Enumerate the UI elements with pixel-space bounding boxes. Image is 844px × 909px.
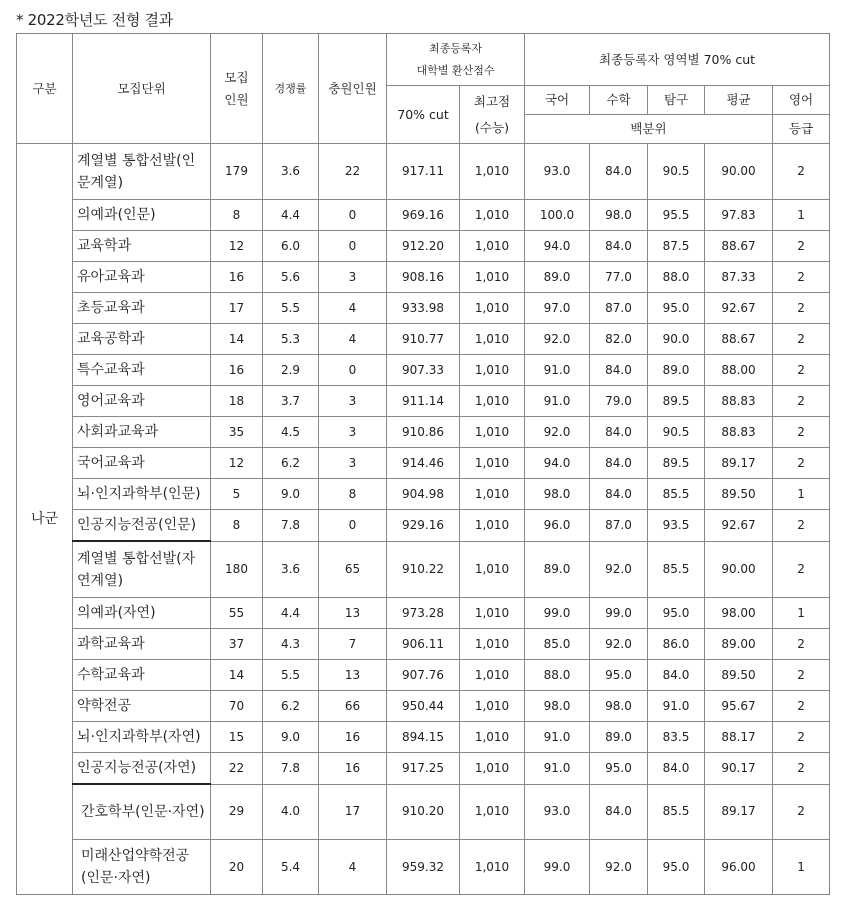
unit-cell: 약학전공 [73, 691, 211, 722]
header-grade: 등급 [773, 115, 830, 144]
quota-cell: 16 [211, 355, 263, 386]
competition-cell: 4.5 [263, 417, 319, 448]
unit-cell: 뇌·인지과학부(인문) [73, 479, 211, 510]
table-row [17, 479, 830, 510]
table-row [17, 200, 830, 231]
header-unit: 모집단위 [73, 34, 211, 144]
average-cell: 87.33 [705, 262, 773, 293]
korean-cell: 91.0 [525, 753, 590, 785]
max-cell: 1,010 [460, 722, 525, 753]
max-cell: 1,010 [460, 144, 525, 200]
math-cell: 92.0 [590, 629, 648, 660]
cut70-cell: 910.22 [387, 541, 460, 598]
competition-cell: 9.0 [263, 722, 319, 753]
additional-cell: 66 [319, 691, 387, 722]
max-cell: 1,010 [460, 386, 525, 417]
cut70-cell: 950.44 [387, 691, 460, 722]
table-row [17, 784, 830, 840]
average-cell: 88.67 [705, 324, 773, 355]
english-cell: 2 [773, 355, 830, 386]
header-max: 최고점 (수능) [460, 86, 525, 144]
competition-cell: 4.4 [263, 200, 319, 231]
unit-cell: 의예과(인문) [73, 200, 211, 231]
korean-cell: 91.0 [525, 355, 590, 386]
cut70-cell: 911.14 [387, 386, 460, 417]
average-cell: 89.50 [705, 479, 773, 510]
header-area-cut: 최종등록자 영역별 70% cut [525, 34, 830, 86]
math-cell: 84.0 [590, 417, 648, 448]
math-cell: 98.0 [590, 200, 648, 231]
max-cell: 1,010 [460, 598, 525, 629]
quota-cell: 14 [211, 324, 263, 355]
unit-cell: 간호학부(인문·자연) [73, 784, 211, 840]
max-cell: 1,010 [460, 753, 525, 785]
math-cell: 77.0 [590, 262, 648, 293]
korean-cell: 92.0 [525, 324, 590, 355]
cut70-cell: 908.16 [387, 262, 460, 293]
math-cell: 87.0 [590, 293, 648, 324]
average-cell: 97.83 [705, 200, 773, 231]
quota-cell: 35 [211, 417, 263, 448]
cut70-cell: 910.77 [387, 324, 460, 355]
additional-cell: 13 [319, 660, 387, 691]
korean-cell: 88.0 [525, 660, 590, 691]
table-row [17, 722, 830, 753]
average-cell: 92.67 [705, 293, 773, 324]
english-cell: 2 [773, 691, 830, 722]
math-cell: 95.0 [590, 660, 648, 691]
inquiry-cell: 95.0 [648, 293, 705, 324]
inquiry-cell: 89.0 [648, 355, 705, 386]
average-cell: 88.67 [705, 231, 773, 262]
english-cell: 2 [773, 324, 830, 355]
unit-cell: 사회과교육과 [73, 417, 211, 448]
quota-cell: 12 [211, 448, 263, 479]
korean-cell: 91.0 [525, 386, 590, 417]
table-row [17, 510, 830, 542]
inquiry-cell: 84.0 [648, 660, 705, 691]
inquiry-cell: 85.5 [648, 541, 705, 598]
table-row [17, 355, 830, 386]
cut70-cell: 894.15 [387, 722, 460, 753]
english-cell: 2 [773, 629, 830, 660]
unit-cell: 과학교육과 [73, 629, 211, 660]
english-cell: 2 [773, 386, 830, 417]
korean-cell: 89.0 [525, 262, 590, 293]
table-row [17, 660, 830, 691]
math-cell: 92.0 [590, 541, 648, 598]
math-cell: 95.0 [590, 753, 648, 785]
additional-cell: 16 [319, 753, 387, 785]
cut70-cell: 929.16 [387, 510, 460, 542]
math-cell: 84.0 [590, 355, 648, 386]
additional-cell: 4 [319, 840, 387, 895]
inquiry-cell: 88.0 [648, 262, 705, 293]
additional-cell: 3 [319, 417, 387, 448]
average-cell: 88.83 [705, 417, 773, 448]
additional-cell: 4 [319, 293, 387, 324]
max-cell: 1,010 [460, 840, 525, 895]
unit-cell: 유아교육과 [73, 262, 211, 293]
unit-cell: 초등교육과 [73, 293, 211, 324]
unit-cell: 의예과(자연) [73, 598, 211, 629]
quota-cell: 29 [211, 784, 263, 840]
quota-cell: 14 [211, 660, 263, 691]
english-cell: 2 [773, 541, 830, 598]
competition-cell: 7.8 [263, 510, 319, 542]
quota-cell: 180 [211, 541, 263, 598]
max-cell: 1,010 [460, 293, 525, 324]
table-row [17, 541, 830, 598]
competition-cell: 5.3 [263, 324, 319, 355]
math-cell: 99.0 [590, 598, 648, 629]
competition-cell: 6.2 [263, 691, 319, 722]
cut70-cell: 910.86 [387, 417, 460, 448]
math-cell: 98.0 [590, 691, 648, 722]
english-cell: 1 [773, 200, 830, 231]
max-cell: 1,010 [460, 448, 525, 479]
competition-cell: 2.9 [263, 355, 319, 386]
max-cell: 1,010 [460, 784, 525, 840]
unit-cell: 계열별 통합선발(자연계열) [73, 541, 211, 598]
math-cell: 92.0 [590, 840, 648, 895]
average-cell: 89.50 [705, 660, 773, 691]
korean-cell: 92.0 [525, 417, 590, 448]
english-cell: 2 [773, 784, 830, 840]
quota-cell: 18 [211, 386, 263, 417]
math-cell: 79.0 [590, 386, 648, 417]
quota-cell: 22 [211, 753, 263, 785]
max-cell: 1,010 [460, 200, 525, 231]
additional-cell: 0 [319, 355, 387, 386]
max-cell: 1,010 [460, 231, 525, 262]
group-label: 나군 [17, 144, 73, 895]
results-body [17, 144, 830, 895]
additional-cell: 0 [319, 231, 387, 262]
competition-cell: 5.6 [263, 262, 319, 293]
cut70-cell: 959.32 [387, 840, 460, 895]
max-cell: 1,010 [460, 262, 525, 293]
unit-cell: 교육공학과 [73, 324, 211, 355]
english-cell: 2 [773, 722, 830, 753]
table-row [17, 231, 830, 262]
korean-cell: 93.0 [525, 144, 590, 200]
quota-cell: 8 [211, 200, 263, 231]
inquiry-cell: 85.5 [648, 479, 705, 510]
additional-cell: 0 [319, 510, 387, 542]
english-cell: 2 [773, 144, 830, 200]
quota-cell: 37 [211, 629, 263, 660]
average-cell: 95.67 [705, 691, 773, 722]
korean-cell: 85.0 [525, 629, 590, 660]
english-cell: 2 [773, 231, 830, 262]
english-cell: 2 [773, 660, 830, 691]
additional-cell: 3 [319, 386, 387, 417]
math-cell: 84.0 [590, 448, 648, 479]
average-cell: 98.00 [705, 598, 773, 629]
additional-cell: 13 [319, 598, 387, 629]
korean-cell: 89.0 [525, 541, 590, 598]
max-cell: 1,010 [460, 660, 525, 691]
korean-cell: 97.0 [525, 293, 590, 324]
inquiry-cell: 91.0 [648, 691, 705, 722]
inquiry-cell: 95.0 [648, 840, 705, 895]
header-korean: 국어 [525, 86, 590, 115]
competition-cell: 7.8 [263, 753, 319, 785]
inquiry-cell: 93.5 [648, 510, 705, 542]
additional-cell: 16 [319, 722, 387, 753]
average-cell: 90.00 [705, 541, 773, 598]
table-row [17, 448, 830, 479]
unit-cell: 국어교육과 [73, 448, 211, 479]
english-cell: 2 [773, 262, 830, 293]
unit-cell: 미래산업약학전공(인문·자연) [73, 840, 211, 895]
average-cell: 90.00 [705, 144, 773, 200]
unit-cell: 특수교육과 [73, 355, 211, 386]
competition-cell: 6.0 [263, 231, 319, 262]
inquiry-cell: 90.5 [648, 144, 705, 200]
table-row [17, 691, 830, 722]
max-cell: 1,010 [460, 479, 525, 510]
additional-cell: 65 [319, 541, 387, 598]
competition-cell: 4.3 [263, 629, 319, 660]
english-cell: 2 [773, 448, 830, 479]
korean-cell: 99.0 [525, 840, 590, 895]
korean-cell: 91.0 [525, 722, 590, 753]
average-cell: 92.67 [705, 510, 773, 542]
english-cell: 2 [773, 293, 830, 324]
english-cell: 2 [773, 753, 830, 785]
competition-cell: 9.0 [263, 479, 319, 510]
max-cell: 1,010 [460, 691, 525, 722]
cut70-cell: 904.98 [387, 479, 460, 510]
table-row [17, 840, 830, 895]
table-row [17, 293, 830, 324]
competition-cell: 4.0 [263, 784, 319, 840]
quota-cell: 16 [211, 262, 263, 293]
table-row [17, 417, 830, 448]
competition-cell: 6.2 [263, 448, 319, 479]
math-cell: 84.0 [590, 479, 648, 510]
additional-cell: 8 [319, 479, 387, 510]
max-cell: 1,010 [460, 541, 525, 598]
cut70-cell: 917.11 [387, 144, 460, 200]
quota-cell: 12 [211, 231, 263, 262]
additional-cell: 0 [319, 200, 387, 231]
header-conversion-score: 최종등록자 대학별 환산점수 [387, 34, 525, 86]
math-cell: 84.0 [590, 784, 648, 840]
header-average: 평균 [705, 86, 773, 115]
inquiry-cell: 87.5 [648, 231, 705, 262]
average-cell: 96.00 [705, 840, 773, 895]
average-cell: 90.17 [705, 753, 773, 785]
average-cell: 89.00 [705, 629, 773, 660]
table-row [17, 598, 830, 629]
header-additional: 충원인원 [319, 34, 387, 144]
inquiry-cell: 95.5 [648, 200, 705, 231]
average-cell: 88.17 [705, 722, 773, 753]
competition-cell: 5.5 [263, 293, 319, 324]
cut70-cell: 906.11 [387, 629, 460, 660]
header-quota: 모집 인원 [211, 34, 263, 144]
cut70-cell: 910.20 [387, 784, 460, 840]
competition-cell: 3.7 [263, 386, 319, 417]
table-row [17, 144, 830, 200]
korean-cell: 98.0 [525, 691, 590, 722]
average-cell: 89.17 [705, 784, 773, 840]
inquiry-cell: 84.0 [648, 753, 705, 785]
max-cell: 1,010 [460, 417, 525, 448]
average-cell: 88.00 [705, 355, 773, 386]
quota-cell: 17 [211, 293, 263, 324]
math-cell: 82.0 [590, 324, 648, 355]
quota-cell: 70 [211, 691, 263, 722]
english-cell: 2 [773, 417, 830, 448]
header-percentile: 백분위 [525, 115, 773, 144]
korean-cell: 99.0 [525, 598, 590, 629]
table-row [17, 324, 830, 355]
admission-results-table [16, 33, 830, 895]
cut70-cell: 907.76 [387, 660, 460, 691]
cut70-cell: 917.25 [387, 753, 460, 785]
competition-cell: 5.5 [263, 660, 319, 691]
header-category: 구분 [17, 34, 73, 144]
inquiry-cell: 95.0 [648, 598, 705, 629]
cut70-cell: 969.16 [387, 200, 460, 231]
cut70-cell: 912.20 [387, 231, 460, 262]
math-cell: 89.0 [590, 722, 648, 753]
math-cell: 84.0 [590, 231, 648, 262]
additional-cell: 22 [319, 144, 387, 200]
additional-cell: 4 [319, 324, 387, 355]
quota-cell: 55 [211, 598, 263, 629]
inquiry-cell: 85.5 [648, 784, 705, 840]
math-cell: 84.0 [590, 144, 648, 200]
additional-cell: 17 [319, 784, 387, 840]
korean-cell: 94.0 [525, 448, 590, 479]
cut70-cell: 933.98 [387, 293, 460, 324]
unit-cell: 영어교육과 [73, 386, 211, 417]
inquiry-cell: 86.0 [648, 629, 705, 660]
average-cell: 89.17 [705, 448, 773, 479]
english-cell: 1 [773, 479, 830, 510]
competition-cell: 3.6 [263, 541, 319, 598]
korean-cell: 94.0 [525, 231, 590, 262]
inquiry-cell: 90.0 [648, 324, 705, 355]
cut70-cell: 907.33 [387, 355, 460, 386]
header-english: 영어 [773, 86, 830, 115]
max-cell: 1,010 [460, 510, 525, 542]
page-title: * 2022학년도 전형 결과 [16, 11, 173, 29]
header-math: 수학 [590, 86, 648, 115]
quota-cell: 5 [211, 479, 263, 510]
competition-cell: 4.4 [263, 598, 319, 629]
unit-cell: 계열별 통합선발(인문계열) [73, 144, 211, 200]
additional-cell: 3 [319, 262, 387, 293]
math-cell: 87.0 [590, 510, 648, 542]
competition-cell: 3.6 [263, 144, 319, 200]
max-cell: 1,010 [460, 355, 525, 386]
table-row [17, 386, 830, 417]
max-cell: 1,010 [460, 324, 525, 355]
inquiry-cell: 89.5 [648, 448, 705, 479]
header-inquiry: 탐구 [648, 86, 705, 115]
unit-cell: 수학교육과 [73, 660, 211, 691]
header-competition: 경쟁률 [263, 34, 319, 144]
quota-cell: 15 [211, 722, 263, 753]
additional-cell: 3 [319, 448, 387, 479]
english-cell: 2 [773, 510, 830, 542]
header-cut70: 70% cut [387, 86, 460, 144]
korean-cell: 93.0 [525, 784, 590, 840]
english-cell: 1 [773, 598, 830, 629]
max-cell: 1,010 [460, 629, 525, 660]
cut70-cell: 914.46 [387, 448, 460, 479]
unit-cell: 인공지능전공(인문) [73, 510, 211, 542]
inquiry-cell: 90.5 [648, 417, 705, 448]
unit-cell: 인공지능전공(자연) [73, 753, 211, 785]
korean-cell: 100.0 [525, 200, 590, 231]
quota-cell: 20 [211, 840, 263, 895]
quota-cell: 179 [211, 144, 263, 200]
cut70-cell: 973.28 [387, 598, 460, 629]
competition-cell: 5.4 [263, 840, 319, 895]
table-row [17, 629, 830, 660]
korean-cell: 96.0 [525, 510, 590, 542]
unit-cell: 교육학과 [73, 231, 211, 262]
unit-cell: 뇌·인지과학부(자연) [73, 722, 211, 753]
inquiry-cell: 83.5 [648, 722, 705, 753]
average-cell: 88.83 [705, 386, 773, 417]
english-cell: 1 [773, 840, 830, 895]
table-row [17, 262, 830, 293]
quota-cell: 8 [211, 510, 263, 542]
inquiry-cell: 89.5 [648, 386, 705, 417]
additional-cell: 7 [319, 629, 387, 660]
table-row [17, 753, 830, 785]
korean-cell: 98.0 [525, 479, 590, 510]
